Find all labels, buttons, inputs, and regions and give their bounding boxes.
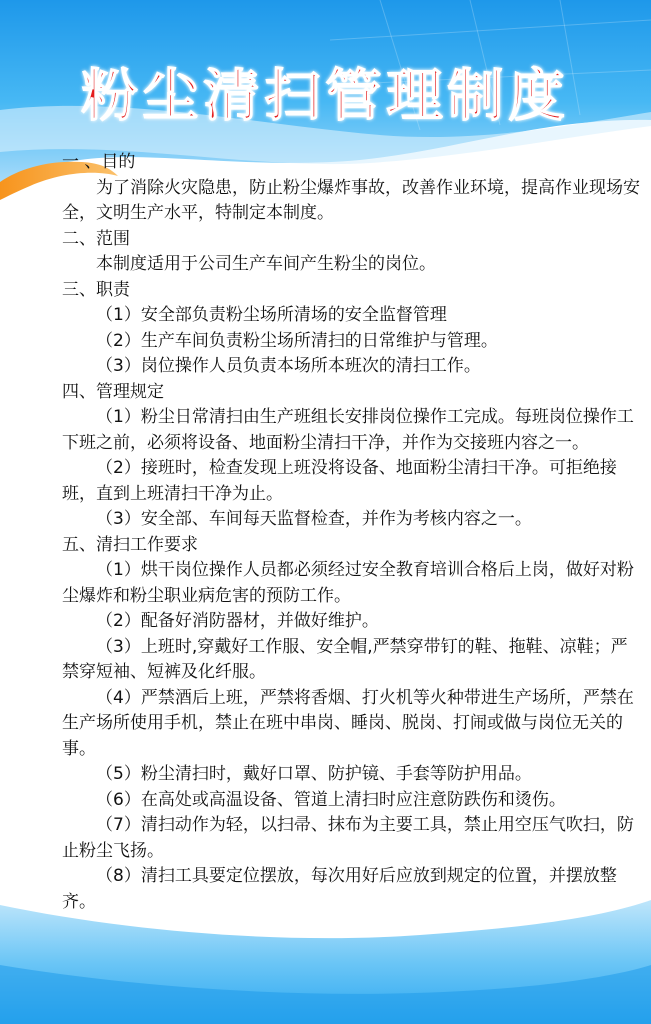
paragraph: （1）粉尘日常清扫由生产班组长安排岗位操作工完成。每班岗位操作工下班之前，必须将设备、地面粉尘清扫干净，并作为交接班内容之一。 bbox=[62, 407, 634, 453]
paragraph: （1）安全部负责粉尘场所清场的安全监督管理 bbox=[96, 305, 447, 325]
paragraph: （1）烘干岗位操作人员都必须经过安全教育培训合格后上岗，做好对粉尘爆炸和粉尘职业病危害的预防工作。 bbox=[62, 560, 634, 606]
paragraph: （3）岗位操作人员负责本场所本班次的清扫工作。 bbox=[96, 356, 481, 376]
paragraph: 为了消除火灾隐患，防止粉尘爆炸事故，改善作业环境，提高作业现场安全，文明生产水平，特制定本制度。 bbox=[62, 177, 640, 223]
document-body bbox=[62, 150, 644, 915]
paragraph: （2）接班时，检查发现上班没将设备、地面粉尘清扫干净。可拒绝接班，直到上班清扫干净为止。 bbox=[62, 458, 617, 504]
paragraph: （3）上班时,穿戴好工作服、安全帽,严禁穿带钉的鞋、拖鞋、凉鞋；严禁穿短袖、短裤及化纤服。 bbox=[62, 636, 628, 682]
section-heading: 三、职责 bbox=[62, 279, 130, 300]
paragraph: （3）安全部、车间每天监督检查，并作为考核内容之一。 bbox=[96, 509, 532, 529]
section-heading: 四、管理规定 bbox=[62, 381, 164, 402]
section-heading: 二、范围 bbox=[62, 228, 130, 249]
paragraph: （5）粉尘清扫时，戴好口罩、防护镜、手套等防护用品。 bbox=[96, 764, 532, 784]
section-heading: 五、清扫工作要求 bbox=[62, 534, 198, 555]
section-heading: 一 、目的 bbox=[62, 152, 136, 172]
paragraph: （8）清扫工具要定位摆放，每次用好后应放到规定的位置，并摆放整齐。 bbox=[62, 866, 617, 912]
paragraph: （7）清扫动作为轻，以扫帚、抹布为主要工具，禁止用空压气吹扫，防止粉尘飞扬。 bbox=[62, 815, 634, 861]
paragraph: （2）生产车间负责粉尘场所清扫的日常维护与管理。 bbox=[96, 330, 498, 351]
paragraph: （2）配备好消防器材，并做好维护。 bbox=[96, 611, 379, 631]
paragraph: （4）严禁酒后上班，严禁将香烟、打火机等火种带进生产场所，严禁在生产场所使用手机，禁止在班中串岗、睡岗、脱岗、打闹或做与岗位无关的事。 bbox=[62, 687, 634, 759]
paragraph: （6）在高处或高温设备、管道上清扫时应注意防跌伤和烫伤。 bbox=[96, 789, 566, 810]
paragraph: 本制度适用于公司生产车间产生粉尘的岗位。 bbox=[96, 254, 436, 274]
page-title: 粉尘清扫管理制度 bbox=[81, 64, 570, 129]
